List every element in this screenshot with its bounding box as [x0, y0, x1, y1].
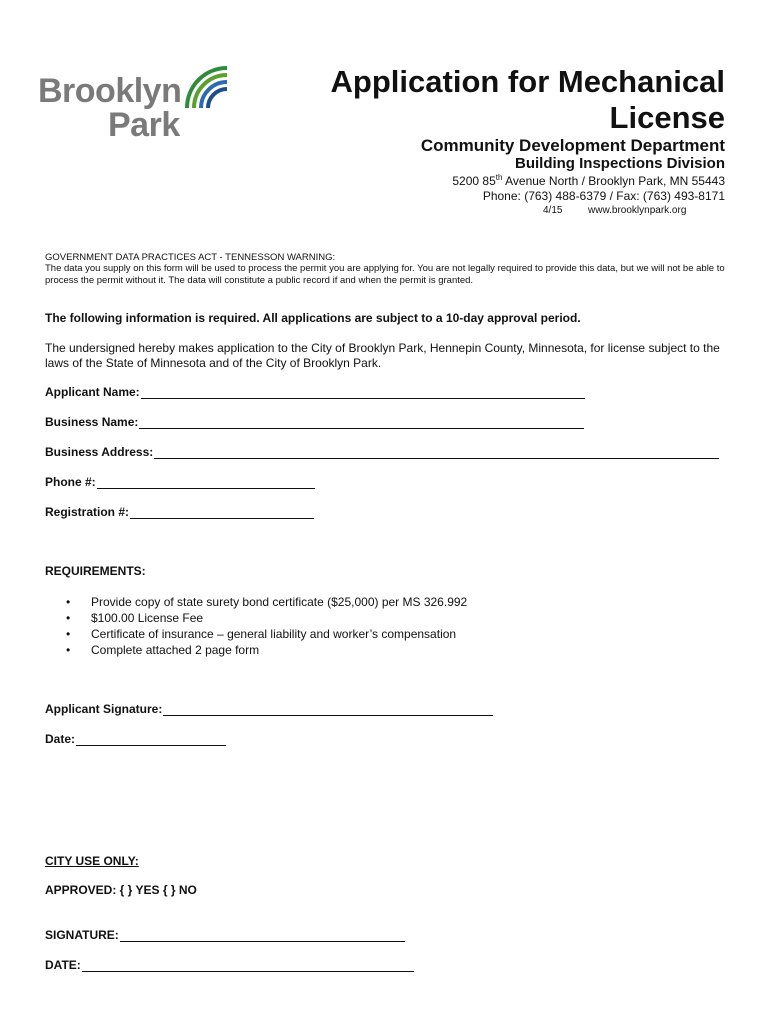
address-rest: Avenue North / Brooklyn Park, MN 55443: [502, 174, 725, 188]
applicant-signature-field[interactable]: [45, 702, 493, 716]
department-name: Community Development Department: [420, 136, 725, 155]
bullet-icon: •: [66, 595, 71, 609]
phone-label: Phone #:: [45, 475, 96, 489]
division-name: Building Inspections Division: [514, 155, 725, 172]
requirements-list: [66, 594, 467, 658]
registration-label: Registration #:: [45, 505, 130, 519]
address: [452, 173, 725, 188]
business-name-field[interactable]: [45, 415, 584, 429]
requirement-text: Certificate of insurance – general liability and worker’s compensation: [91, 627, 457, 641]
business-address-line[interactable]: [154, 446, 719, 459]
logo-text-brooklyn: Brooklyn: [38, 72, 182, 110]
date-field[interactable]: [45, 732, 226, 746]
city-date-line[interactable]: [82, 959, 414, 972]
phone-line[interactable]: [97, 476, 315, 489]
data-practices-warning-title: GOVERNMENT DATA PRACTICES ACT - TENNESSON WARNING:: [45, 252, 336, 263]
phone-field[interactable]: [45, 475, 315, 489]
logo-text-park: Park: [108, 106, 180, 144]
address-street-number: 5200 85: [452, 174, 496, 188]
website-url[interactable]: www.brooklynpark.org: [588, 205, 687, 216]
city-signature-field[interactable]: [45, 928, 405, 942]
applicant-name-field[interactable]: [45, 385, 585, 399]
bullet-icon: •: [66, 643, 71, 657]
applicant-signature-label: Applicant Signature:: [45, 702, 163, 716]
bullet-icon: •: [66, 611, 71, 625]
requirement-text: Provide copy of state surety bond certificate ($25,000) per MS 326.992: [91, 595, 468, 609]
date-label: Date:: [45, 732, 76, 746]
city-date-field[interactable]: [45, 958, 414, 972]
city-date-label: DATE:: [45, 958, 81, 972]
requirements-title: REQUIREMENTS:: [45, 564, 146, 578]
business-name-line[interactable]: [139, 416, 584, 429]
applicant-signature-line[interactable]: [163, 703, 493, 716]
city-signature-label: SIGNATURE:: [45, 928, 119, 942]
list-item: [66, 610, 467, 626]
data-practices-warning-body: The data you supply on this form will be used to process the permit you are applying for. You are not legally required to provide this data, but we will not be able to process the permit without it. The data will constitute a public record if and when the permit is granted.: [45, 263, 725, 286]
application-statement: The undersigned hereby makes application to the City of Brooklyn Park, Hennepin County, Minnesota, for license subject to the laws of the State of Minnesota and of the City of Brooklyn Park.: [45, 341, 720, 370]
applicant-name-label: Applicant Name:: [45, 385, 140, 399]
list-item: [66, 594, 467, 610]
requirement-text: $100.00 License Fee: [91, 611, 204, 625]
city-signature-line[interactable]: [120, 929, 405, 942]
business-name-label: Business Name:: [45, 415, 139, 429]
logo-arcs-icon: [183, 64, 228, 112]
brooklyn-park-logo: [38, 64, 228, 144]
requirement-text: Complete attached 2 page form: [91, 643, 260, 657]
phone-fax: Phone: (763) 488-6379 / Fax: (763) 493-8171: [482, 189, 725, 203]
date-line[interactable]: [76, 733, 226, 746]
bullet-icon: •: [66, 627, 71, 641]
business-address-label: Business Address:: [45, 445, 154, 459]
list-item: [66, 642, 467, 658]
city-use-only-title: CITY USE ONLY:: [45, 854, 139, 868]
registration-field[interactable]: [45, 505, 314, 519]
revision-date: 4/15: [543, 205, 563, 216]
address-ordinal: th: [495, 173, 503, 182]
required-notice: The following information is required. All applications are subject to a 10-day approval period.: [45, 311, 581, 325]
registration-line[interactable]: [130, 506, 314, 519]
business-address-field[interactable]: [45, 445, 719, 459]
page-title: Application for Mechanical License: [330, 64, 725, 135]
list-item: [66, 626, 467, 642]
approved-checkbox-row[interactable]: APPROVED: { } YES { } NO: [45, 883, 197, 897]
applicant-name-line[interactable]: [141, 386, 585, 399]
